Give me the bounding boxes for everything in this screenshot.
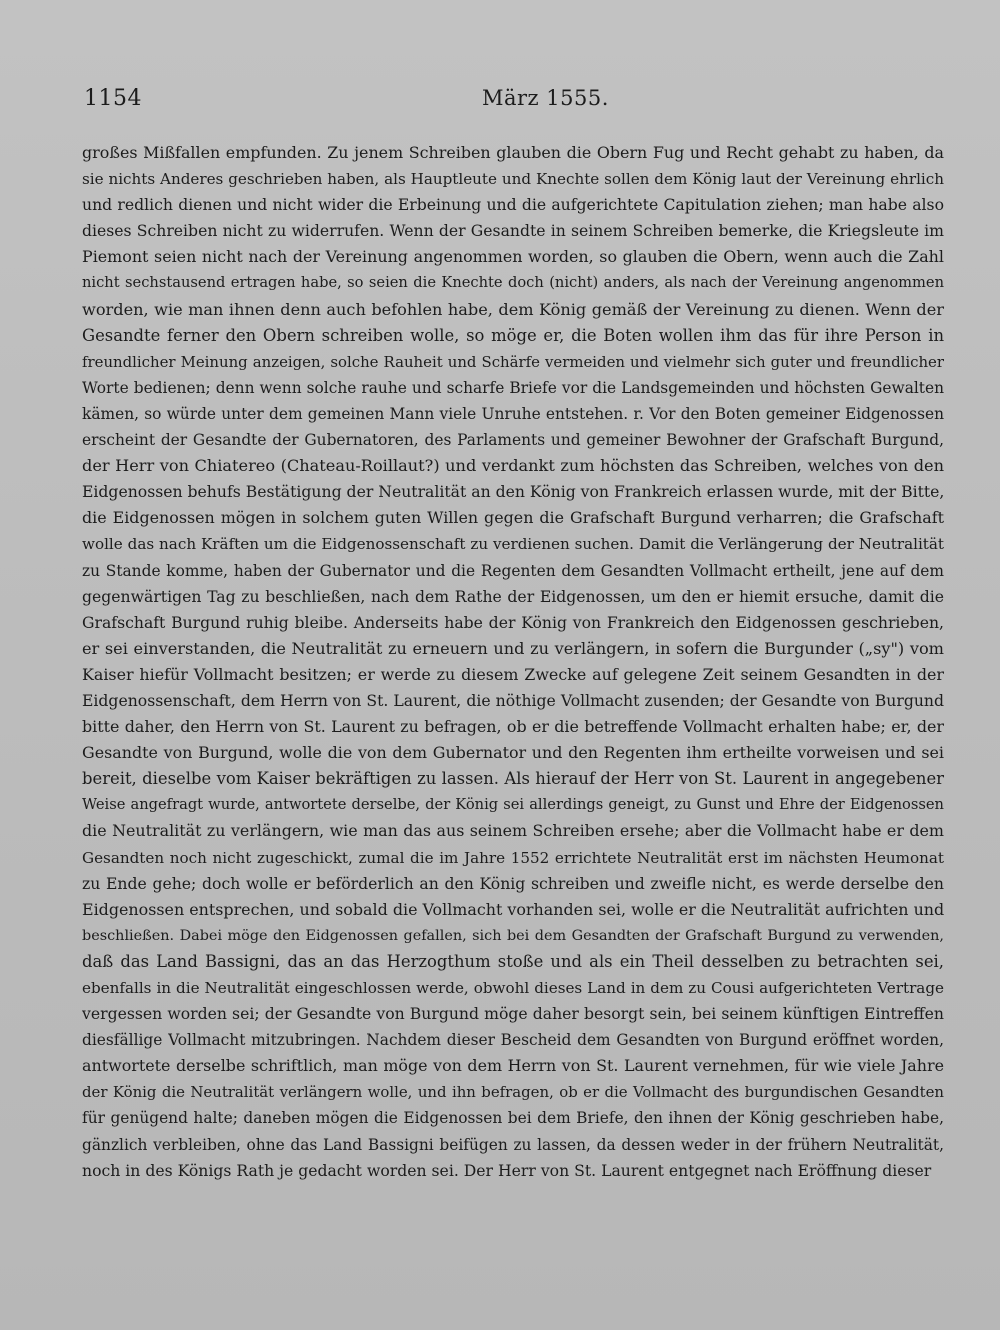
- text-line: kämen, so würde unter dem gemeinen Mann viele Unruhe entstehen. r. Vor den Boten gemeiner Eidgenossen: [82, 404, 944, 423]
- text-line: gänzlich verbleiben, ohne das Land Bassigni beifügen zu lassen, da dessen weder in der frühern Neutralität,: [82, 1135, 944, 1154]
- page-header: [84, 86, 940, 116]
- text-line: zu Ende gehe; doch wolle er beförderlich an den König schreiben und zweifle nicht, es werde derselbe den: [82, 873, 944, 893]
- text-line: freundlicher Meinung anzeigen, solche Rauheit und Schärfe vermeiden und vielmehr sich guter und freundlicher: [82, 352, 944, 371]
- text-line: gegenwärtigen Tag zu beschließen, nach dem Rathe der Eidgenossen, um den er hiemit ersuche, damit die: [82, 586, 944, 606]
- text-line: Kaiser hiefür Vollmacht besitzen; er werde zu diesem Zwecke auf gelegene Zeit seinem Gesandten in der: [82, 664, 944, 684]
- text-line: Worte bedienen; denn wenn solche rauhe und scharfe Briefe vor die Landsgemeinden und höchsten Gewalten: [82, 378, 944, 397]
- text-line: großes Mißfallen empfunden. Zu jenem Schreiben glauben die Obern Fug und Recht gehabt zu haben, da: [82, 143, 944, 162]
- text-line: antwortete derselbe schriftlich, man möge von dem Herrn von St. Laurent vernehmen, für wie viele Jahre: [82, 1056, 944, 1076]
- text-line: Grafschaft Burgund ruhig bleibe. Anderseits habe der König von Frankreich den Eidgenossen geschrieben,: [82, 612, 944, 632]
- text-line: Gesandte von Burgund, wolle die von dem Gubernator und den Regenten ihm ertheilte vorweisen und sei: [82, 743, 944, 763]
- text-line: erscheint der Gesandte der Gubernatoren, des Parlaments und gemeiner Bewohner der Grafschaft Burgund,: [82, 431, 944, 450]
- text-line: diesfällige Vollmacht mitzubringen. Nachdem dieser Bescheid dem Gesandten von Burgund eröffnet worden,: [82, 1031, 944, 1050]
- text-line: bereit, dieselbe vom Kaiser bekräftigen zu lassen. Als hierauf der Herr von St. Laurent in angegebener: [82, 769, 944, 789]
- text-line: noch in des Königs Rath je gedacht worden sei. Der Herr von St. Laurent entgegnet nach Eröffnung dieser: [82, 1160, 932, 1180]
- text-line: daß das Land Bassigni, das an das Herzogthum stoße und als ein Theil desselben zu betrachten sei,: [82, 951, 944, 971]
- text-line: wolle das nach Kräften um die Eidgenossenschaft zu verdienen suchen. Damit die Verlängerung der Neutralität: [82, 535, 944, 554]
- running-title: März 1555.: [482, 86, 609, 110]
- text-line: vergessen worden sei; der Gesandte von Burgund möge daher besorgt sein, bei seinem künftigen Eintreffen: [82, 1004, 944, 1024]
- text-line: Piemont seien nicht nach der Vereinung angenommen worden, so glauben die Obern, wenn auch die Zahl: [82, 247, 944, 267]
- text-line: Weise angefragt wurde, antwortete derselbe, der König sei allerdings geneigt, zu Gunst und Ehre der Eidgenossen: [82, 796, 944, 814]
- text-line: der König die Neutralität verlängern wolle, und ihn befragen, ob er die Vollmacht des burgundischen Gesandten: [82, 1083, 944, 1102]
- text-line: Eidgenossen entsprechen, und sobald die Vollmacht vorhanden sei, wolle er die Neutralität aufrichten und: [82, 899, 944, 919]
- text-line: die Eidgenossen mögen in solchem guten Willen gegen die Grafschaft Burgund verharren; die Grafschaft: [82, 508, 944, 528]
- text-line: zu Stande komme, haben der Gubernator und die Regenten dem Gesandten Vollmacht ertheilt, jene auf dem: [82, 561, 944, 580]
- text-line: für genügend halte; daneben mögen die Eidgenossen bei dem Briefe, den ihnen der König geschrieben habe,: [82, 1109, 944, 1128]
- text-line: worden, wie man ihnen denn auch befohlen habe, dem König gemäß der Vereinung zu dienen. Wenn der: [82, 299, 944, 319]
- text-line: Eidgenossen behufs Bestätigung der Neutralität an den König von Frankreich erlassen wurde, mit der Bitte,: [82, 482, 944, 502]
- text-line: ebenfalls in die Neutralität eingeschlossen werde, obwohl dieses Land in dem zu Cousi aufgerichteten Vertrage: [82, 979, 944, 997]
- text-line: Gesandte ferner den Obern schreiben wolle, so möge er, die Boten wollen ihm das für ihre Person in: [82, 325, 944, 345]
- text-line: Eidgenossenschaft, dem Herrn von St. Laurent, die nöthige Vollmacht zusenden; der Gesandte von Burgund: [82, 690, 944, 710]
- text-line: dieses Schreiben nicht zu widerrufen. Wenn der Gesandte in seinem Schreiben bemerke, die Kriegsleute im: [82, 221, 944, 241]
- body-text: [82, 140, 944, 1240]
- text-line: bitte daher, den Herrn von St. Laurent zu befragen, ob er die betreffende Vollmacht erhalten habe; er, der: [82, 717, 944, 737]
- page-number: 1154: [84, 86, 142, 111]
- text-line: nicht sechstausend ertragen habe, so seien die Knechte doch (nicht) anders, als nach der Vereinung angenommen: [82, 274, 944, 292]
- text-line: die Neutralität zu verlängern, wie man das aus seinem Schreiben ersehe; aber die Vollmacht habe er dem: [82, 821, 944, 841]
- text-line: sie nichts Anderes geschrieben haben, als Hauptleute und Knechte sollen dem König laut der Vereinung ehrlich: [82, 170, 944, 189]
- text-line: er sei einverstanden, die Neutralität zu erneuern und zu verlängern, in sofern die Burgunder („sy") vom: [82, 638, 944, 658]
- text-line: Gesandten noch nicht zugeschickt, zumal die im Jahre 1552 errichtete Neutralität erst im nächsten Heumonat: [82, 848, 944, 867]
- text-line: der Herr von Chiatereo (Chateau-Roillaut?) und verdankt zum höchsten das Schreiben, welches von den: [82, 456, 944, 476]
- text-line: und redlich dienen und nicht wider die Erbeinung und die aufgerichtete Capitulation ziehen; man habe also: [82, 195, 944, 215]
- text-line: beschließen. Dabei möge den Eidgenossen gefallen, sich bei dem Gesandten der Grafschaft Burgund zu verwenden,: [82, 927, 944, 944]
